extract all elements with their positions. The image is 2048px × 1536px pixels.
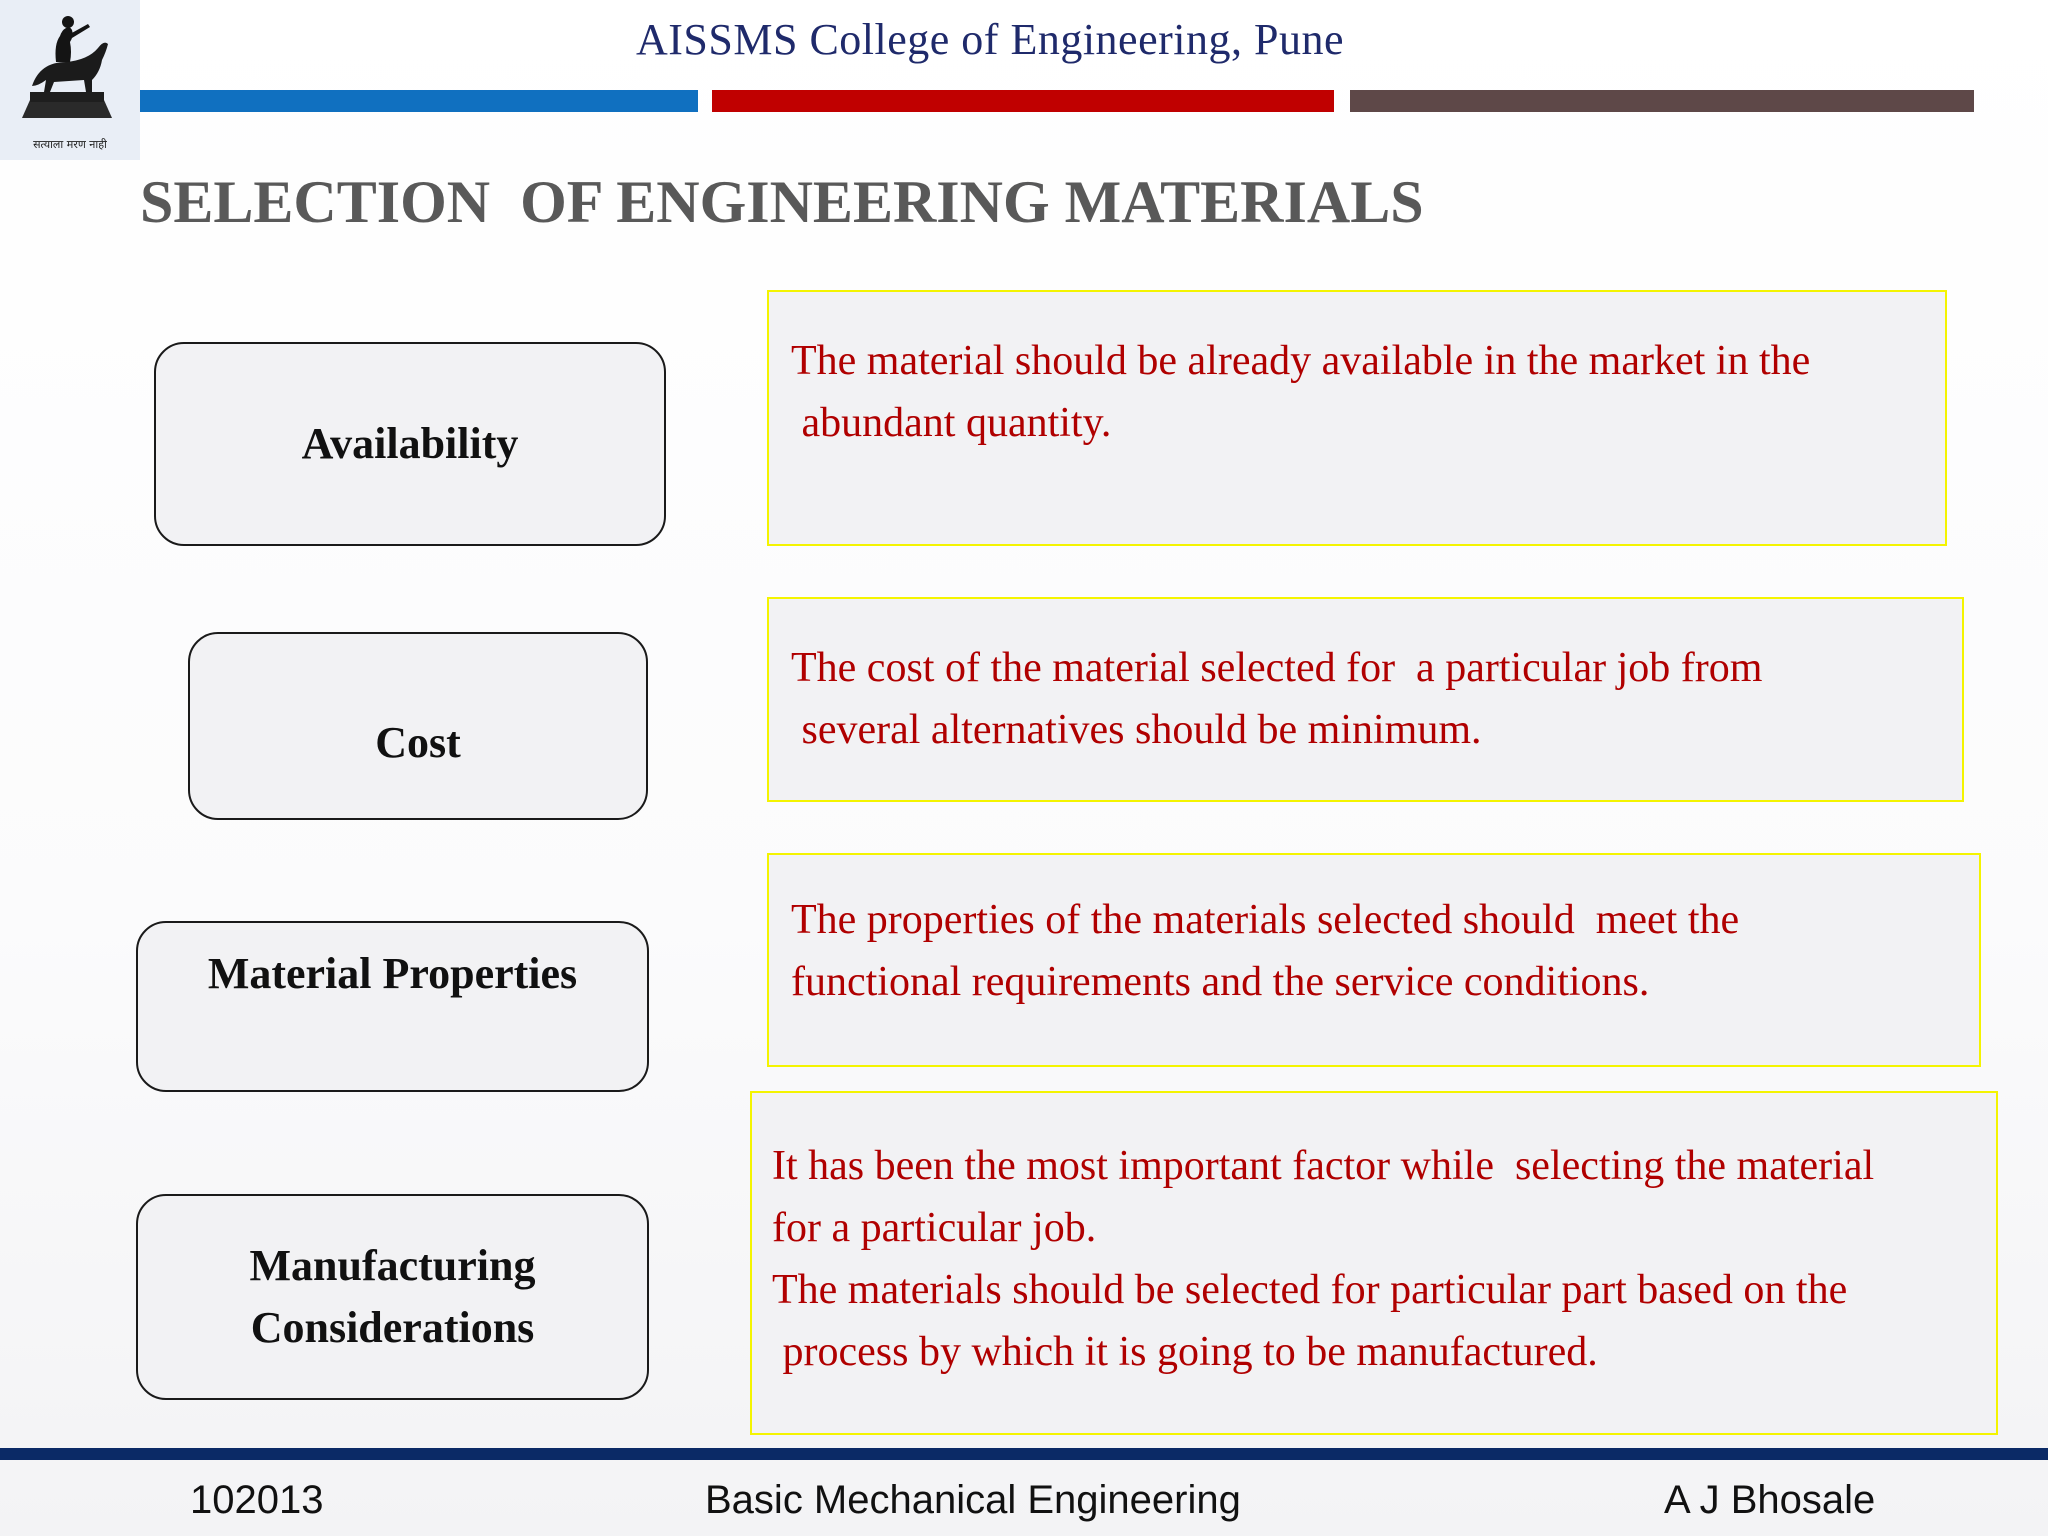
description-line: The properties of the materials selected should meet the: [791, 897, 1740, 943]
description-line: abundant quantity.: [791, 400, 1112, 446]
factor-box-availability: [154, 342, 666, 546]
description-box-cost: [767, 597, 1964, 802]
description-line: functional requirements and the service conditions.: [791, 959, 1650, 1005]
factor-label: Cost: [375, 718, 461, 767]
header-bar-blue: [140, 90, 698, 112]
logo-motto: सत्याला मरण नाही: [33, 138, 107, 151]
description-line: several alternatives should be minimum.: [791, 707, 1482, 753]
equestrian-statue-icon: [0, 0, 140, 160]
slide-title: SELECTION OF ENGINEERING MATERIALS: [140, 169, 1424, 235]
description-line: process by which it is going to be manufactured.: [772, 1329, 1598, 1375]
factor-box-manufacturing-considerations: [136, 1194, 649, 1400]
description-line: The material should be already available in the market in the: [791, 338, 1811, 384]
college-name: AISSMS College of Engineering, Pune: [635, 15, 1344, 64]
description-line: The materials should be selected for particular part based on the: [772, 1267, 1848, 1313]
description-line: for a particular job.: [772, 1205, 1097, 1251]
factor-box-material-properties: [136, 921, 649, 1092]
description-line: It has been the most important factor while selecting the material: [772, 1143, 1875, 1189]
factor-label: Availability: [301, 419, 519, 468]
factor-label: Material Properties: [207, 949, 578, 998]
footer-course-code: 102013: [190, 1478, 324, 1522]
header-bar-red: [712, 90, 1334, 112]
description-box-material-properties: [767, 853, 1981, 1067]
factor-label: Manufacturing: [249, 1241, 536, 1290]
header-bar-brown: [1350, 90, 1974, 112]
footer-divider: [0, 1448, 2048, 1460]
factor-box-cost: [188, 632, 648, 820]
factor-label: Considerations: [250, 1303, 535, 1352]
description-box-manufacturing-considerations: [750, 1091, 1998, 1435]
college-logo: [0, 0, 140, 160]
footer-author: A J Bhosale: [1664, 1478, 1876, 1522]
description-box-availability: [767, 290, 1947, 546]
footer-subject: Basic Mechanical Engineering: [705, 1478, 1241, 1522]
description-line: The cost of the material selected for a particular job from: [791, 645, 1763, 691]
